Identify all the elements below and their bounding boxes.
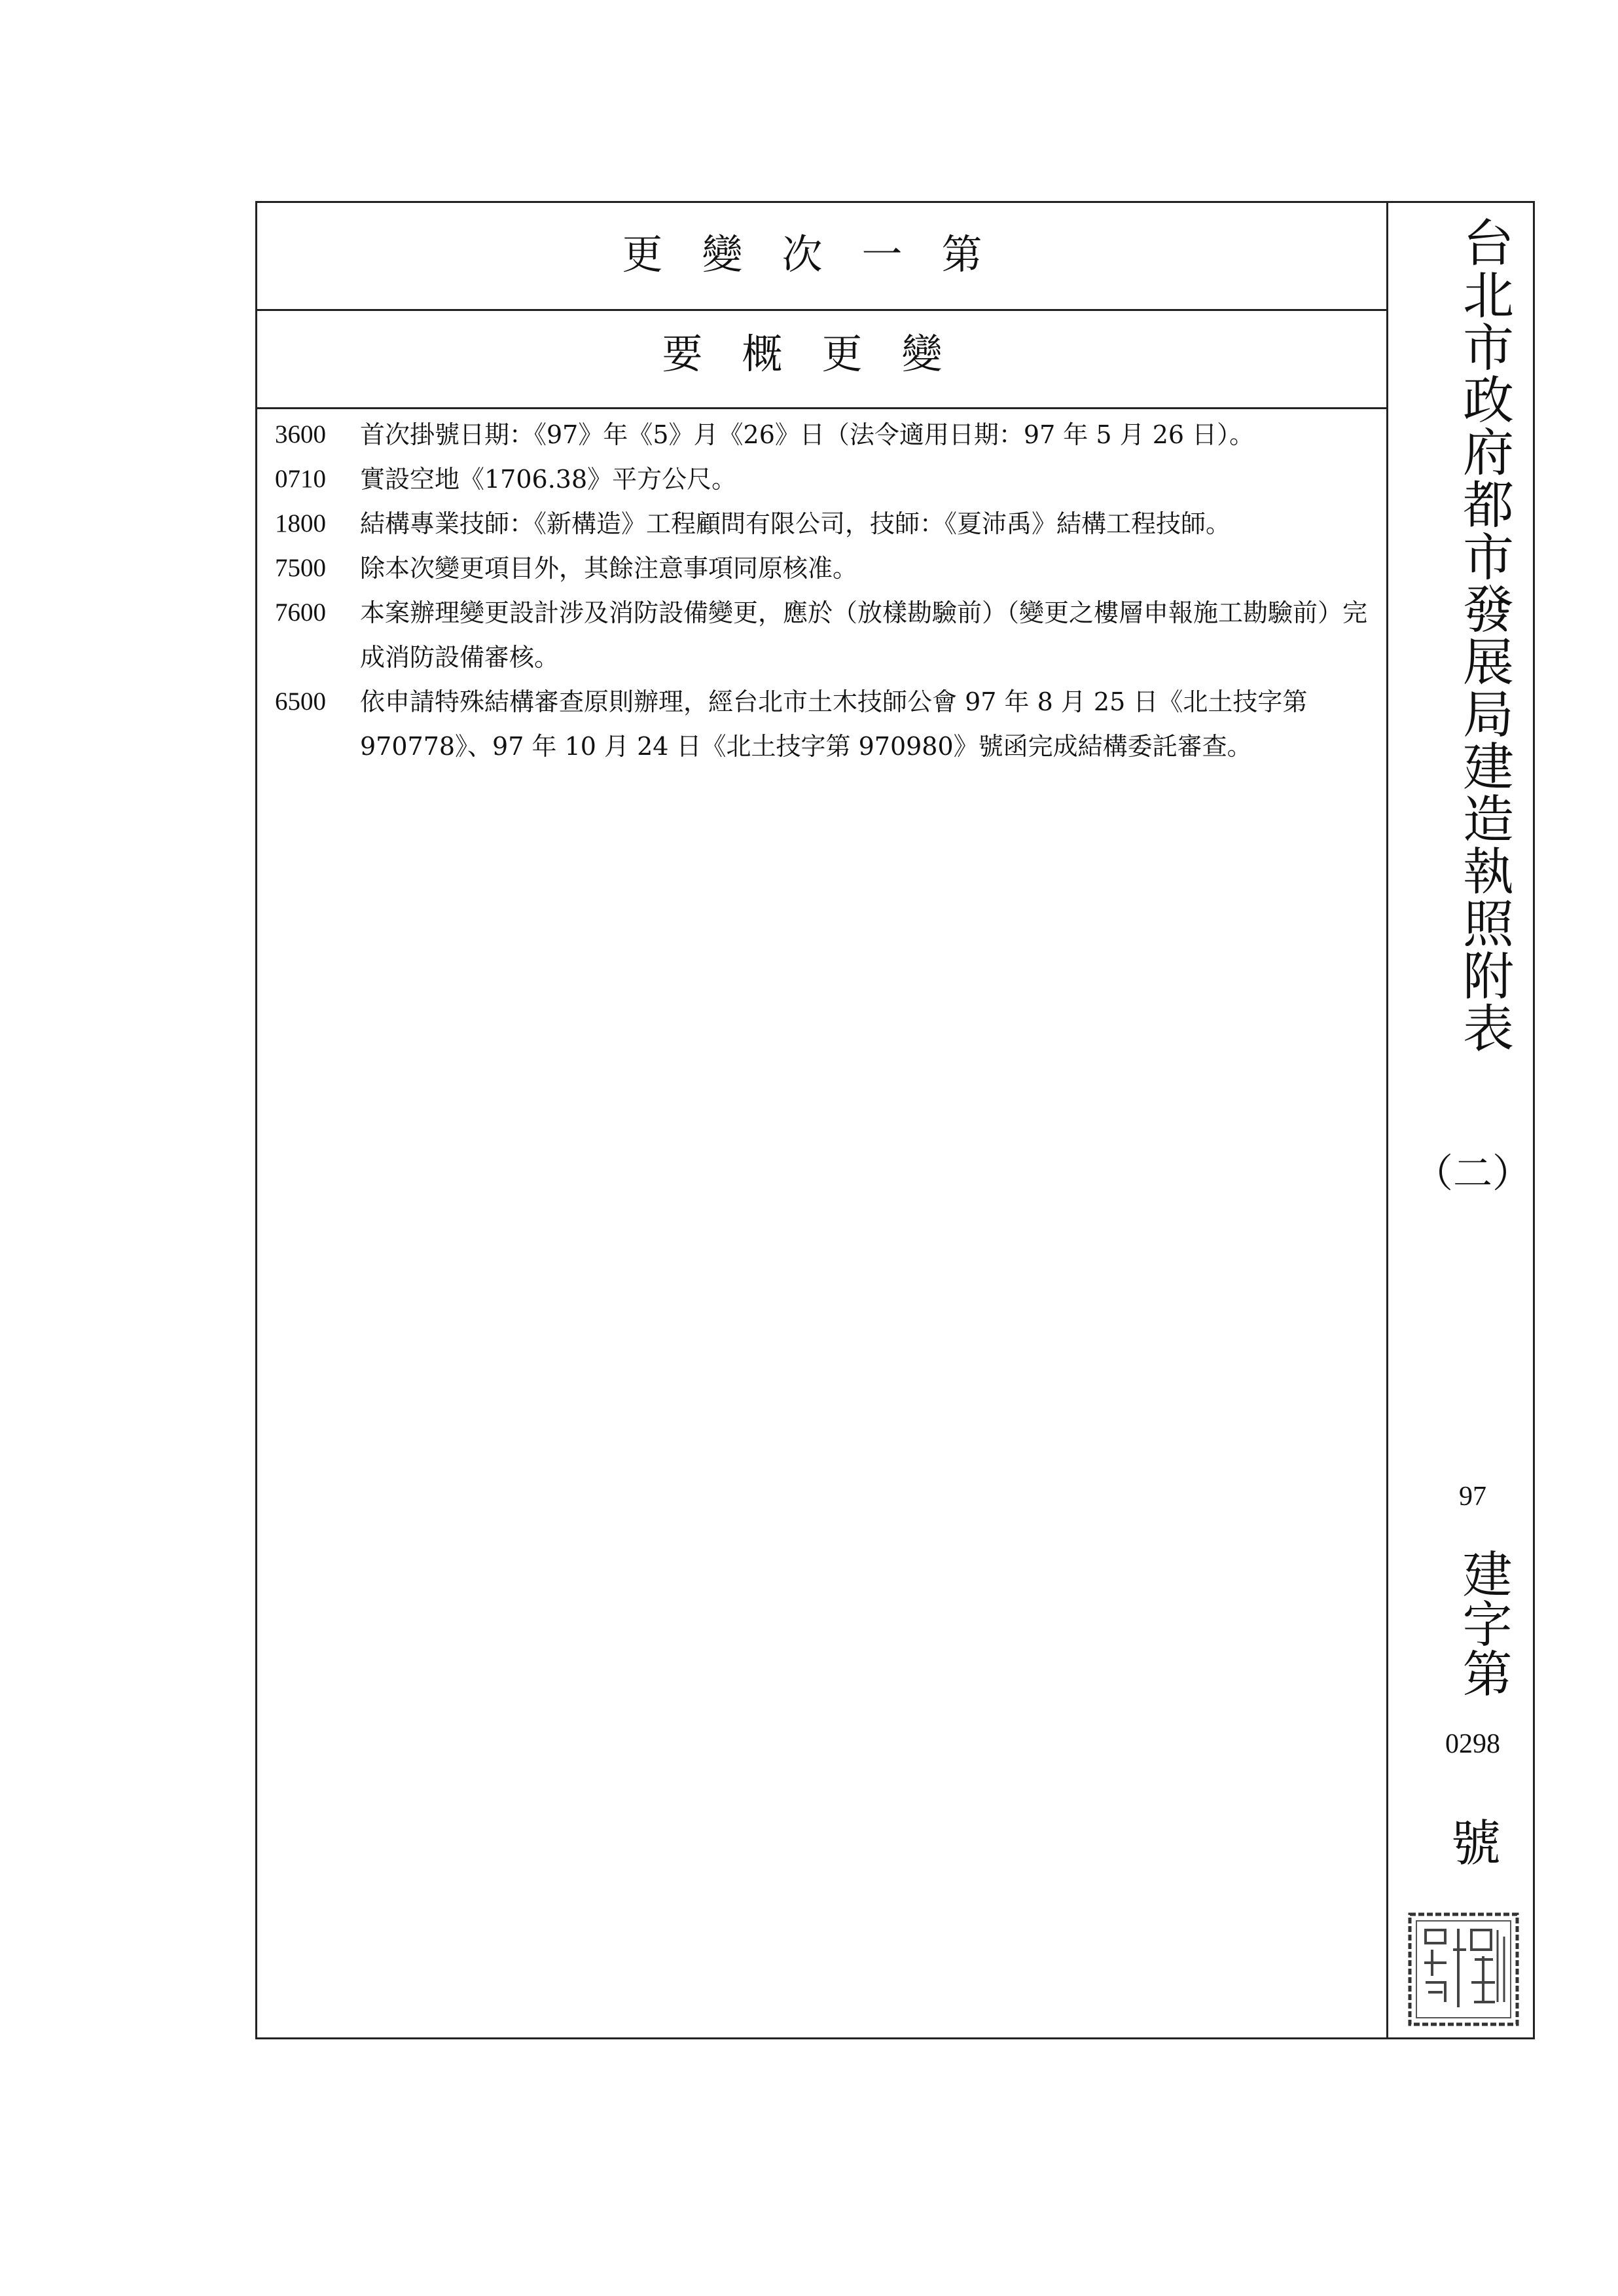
list-item [275,546,1381,591]
list-item [275,591,1381,680]
list-item [275,412,1381,457]
entry-code: 6500 [275,687,326,716]
amendment-summary-heading: 要概更變 [662,330,982,378]
entry-text: 結構專業技師：《新構造》工程顧問有限公司，技師：《夏沛禹》結構工程技師。 [360,509,1231,538]
header-divider-2 [255,407,1388,409]
entry-code: 7600 [275,598,326,627]
entry-text: 實設空地《1706.38》平方公尺。 [360,465,737,494]
entry-text: 本案辦理變更設計涉及消防設備變更，應於（放樣勘驗前）（變更之樓層申報施工勘驗前）完成消防設備審核。 [360,598,1368,672]
entry-list [275,412,1381,769]
permit-suffix: 號 [1451,1814,1501,1872]
entry-text: 首次掛號日期：《97》年《5》月《26》日（法令適用日期：97 年 5 月 26 日）。 [360,420,1255,449]
permit-year: 97 [1459,1482,1486,1512]
entry-text: 依申請特殊結構審查原則辦理，經台北市土木技師公會 97 年 8 月 25 日《北土技字第 970778》、97 年 10 月 24 日《北土技字第 970980》號函完成結構委託審查。 [360,687,1308,761]
seal-icon [1406,1910,1521,2028]
list-item [275,501,1381,546]
entry-code: 3600 [275,420,326,448]
entry-code: 1800 [275,509,326,538]
permit-prefix: 建字第 [1454,1548,1513,1698]
entry-text: 除本次變更項目外，其餘注意事項同原核准。 [360,554,858,583]
list-item [275,680,1381,769]
sheet-number: （二） [1414,1151,1532,1197]
entry-code: 7500 [275,554,326,582]
official-seal-stamp [1406,1910,1521,2028]
amendment-round-heading: 更變次一第 [622,230,1022,278]
form-title-vertical: 台北市政府都市發展局建造執照附表 [1454,216,1513,1054]
side-column-divider [1386,201,1388,2039]
list-item [275,457,1381,501]
header-divider-1 [255,309,1388,311]
entry-code: 0710 [275,465,326,493]
permit-number: 0298 [1445,1729,1500,1759]
